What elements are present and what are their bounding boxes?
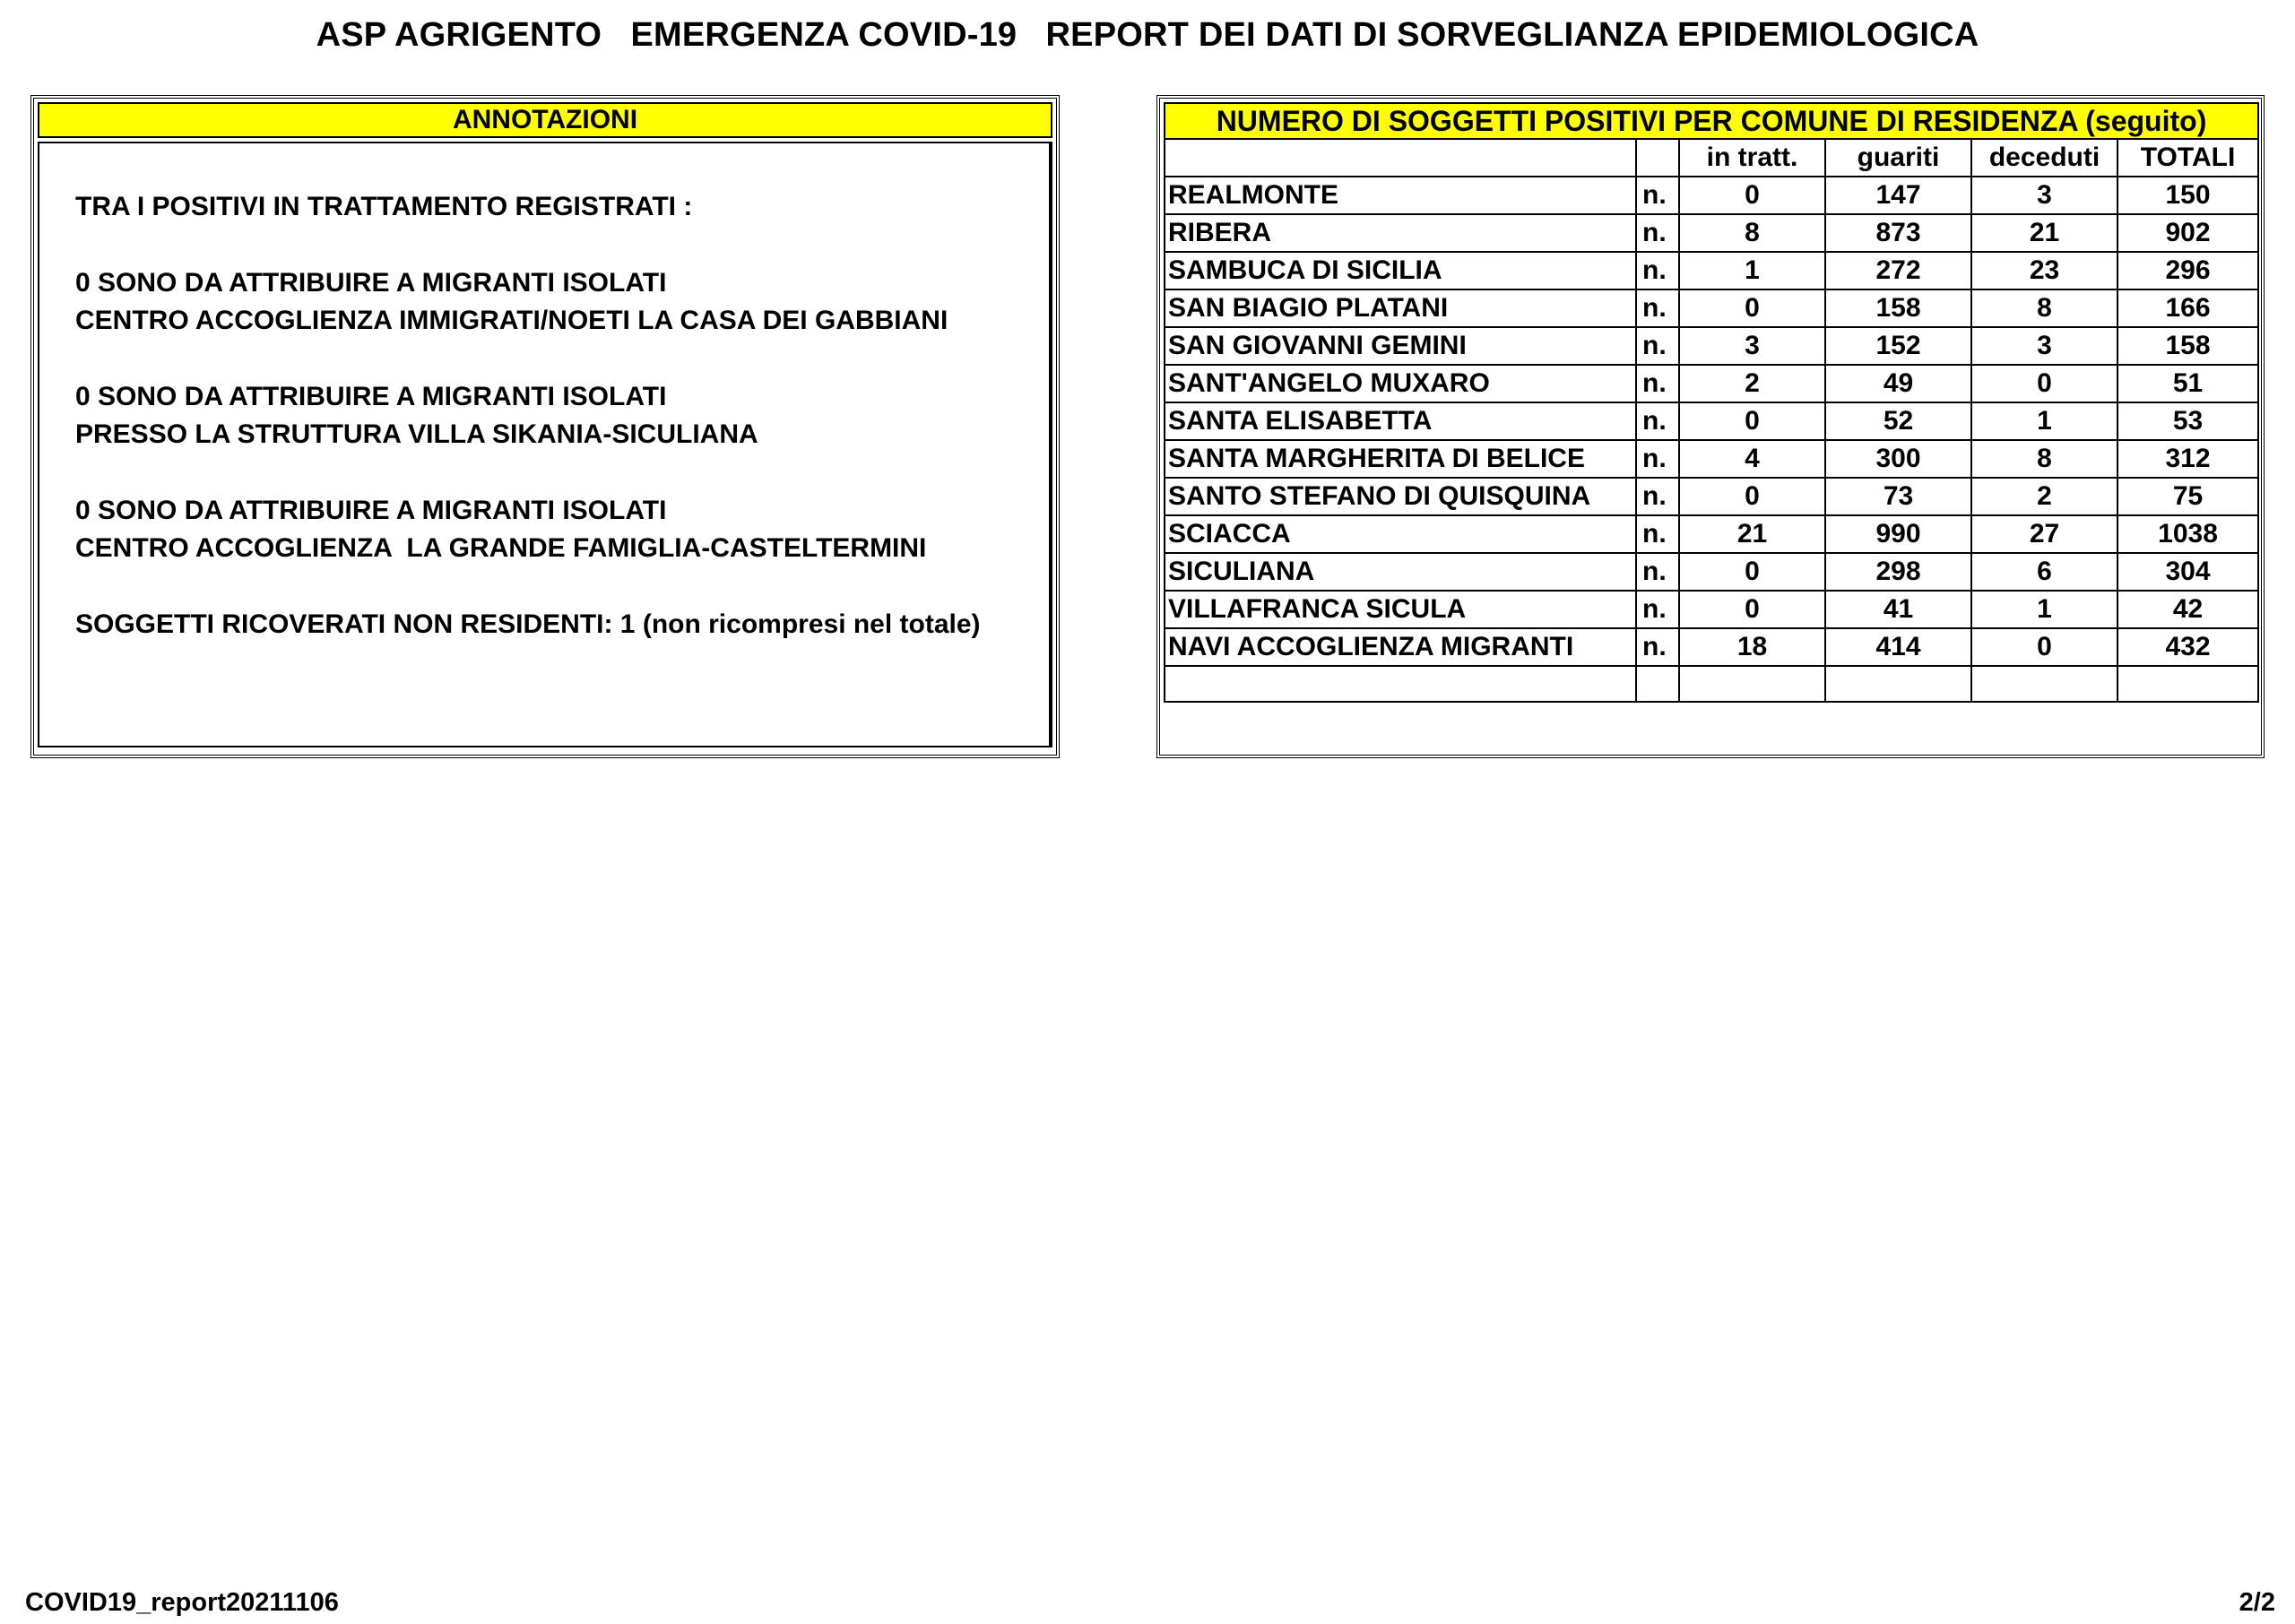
comune-cell: RIBERA [1165, 214, 1636, 252]
annotations-heading: ANNOTAZIONI [38, 102, 1052, 138]
annotations-panel [30, 95, 1060, 758]
totali-cell: 166 [2117, 289, 2258, 327]
table-row [1165, 252, 2258, 289]
table-row [1165, 553, 2258, 591]
in-tratt-cell: 0 [1679, 591, 1825, 628]
footer-page-number: 2/2 [2239, 1588, 2275, 1617]
unit-cell: n. [1636, 214, 1679, 252]
deceduti-cell: 8 [1971, 440, 2117, 478]
comune-cell: SAN BIAGIO PLATANI [1165, 289, 1636, 327]
comune-cell: SANTA ELISABETTA [1165, 402, 1636, 440]
comune-cell: VILLAFRANCA SICULA [1165, 591, 1636, 628]
table-row [1165, 327, 2258, 365]
guariti-cell: 73 [1825, 478, 1971, 515]
totali-cell: 304 [2117, 553, 2258, 591]
guariti-cell: 298 [1825, 553, 1971, 591]
unit-cell: n. [1636, 289, 1679, 327]
comune-cell: SANT'ANGELO MUXARO [1165, 365, 1636, 402]
guariti-cell: 41 [1825, 591, 1971, 628]
deceduti-cell: 3 [1971, 177, 2117, 214]
in-tratt-cell: 0 [1679, 402, 1825, 440]
comune-cell: SANTO STEFANO DI QUISQUINA [1165, 478, 1636, 515]
table-row [1165, 591, 2258, 628]
annotation-line: CENTRO ACCOGLIENZA IMMIGRATI/NOETI LA CASA DEI GABBIANI [75, 306, 948, 335]
footer-filename: COVID19_report20211106 [25, 1588, 339, 1617]
comune-cell: SAN GIOVANNI GEMINI [1165, 327, 1636, 365]
annotation-spacer [75, 567, 1049, 606]
guariti-cell: 49 [1825, 365, 1971, 402]
in-tratt-cell: 18 [1679, 628, 1825, 666]
deceduti-cell: 0 [1971, 365, 2117, 402]
empty-cell [2117, 666, 2258, 702]
totali-cell: 51 [2117, 365, 2258, 402]
in-tratt-cell: 21 [1679, 515, 1825, 553]
guariti-cell: 147 [1825, 177, 1971, 214]
table-row [1165, 402, 2258, 440]
annotations-body [38, 142, 1052, 747]
unit-cell: n. [1636, 327, 1679, 365]
empty-cell [1825, 666, 1971, 702]
table-row-empty [1165, 666, 2258, 702]
table-row [1165, 365, 2258, 402]
annotation-line: 0 SONO DA ATTRIBUIRE A MIGRANTI ISOLATI [75, 496, 667, 525]
guariti-cell: 272 [1825, 252, 1971, 289]
comune-cell: SICULIANA [1165, 553, 1636, 591]
in-tratt-cell: 8 [1679, 214, 1825, 252]
comune-cell: SCIACCA [1165, 515, 1636, 553]
column-header-guariti: guariti [1825, 139, 1971, 177]
comune-cell: SAMBUCA DI SICILIA [1165, 252, 1636, 289]
deceduti-cell: 1 [1971, 591, 2117, 628]
unit-cell: n. [1636, 440, 1679, 478]
table-row [1165, 515, 2258, 553]
in-tratt-cell: 4 [1679, 440, 1825, 478]
unit-cell: n. [1636, 553, 1679, 591]
table-row [1165, 214, 2258, 252]
deceduti-cell: 8 [1971, 289, 2117, 327]
in-tratt-cell: 1 [1679, 252, 1825, 289]
table-body [1165, 177, 2258, 702]
totali-cell: 902 [2117, 214, 2258, 252]
annotation-line: 0 SONO DA ATTRIBUIRE A MIGRANTI ISOLATI [75, 382, 667, 411]
unit-cell: n. [1636, 252, 1679, 289]
table-row [1165, 478, 2258, 515]
deceduti-cell: 27 [1971, 515, 2117, 553]
unit-cell: n. [1636, 365, 1679, 402]
in-tratt-cell: 0 [1679, 478, 1825, 515]
deceduti-cell: 23 [1971, 252, 2117, 289]
comune-cell: NAVI ACCOGLIENZA MIGRANTI [1165, 628, 1636, 666]
deceduti-cell: 3 [1971, 327, 2117, 365]
empty-cell [1971, 666, 2117, 702]
deceduti-cell: 1 [1971, 402, 2117, 440]
totali-cell: 53 [2117, 402, 2258, 440]
table-row [1165, 177, 2258, 214]
table-row [1165, 440, 2258, 478]
guariti-cell: 873 [1825, 214, 1971, 252]
unit-cell: n. [1636, 628, 1679, 666]
unit-cell: n. [1636, 515, 1679, 553]
unit-cell: n. [1636, 177, 1679, 214]
annotation-line: SOGGETTI RICOVERATI NON RESIDENTI: 1 (non ricompresi nel totale) [75, 609, 981, 639]
guariti-cell: 152 [1825, 327, 1971, 365]
unit-cell: n. [1636, 478, 1679, 515]
totali-cell: 312 [2117, 440, 2258, 478]
table-row [1165, 628, 2258, 666]
cases-table-panel [1156, 95, 2265, 758]
guariti-cell: 300 [1825, 440, 1971, 478]
totali-cell: 158 [2117, 327, 2258, 365]
in-tratt-cell: 0 [1679, 177, 1825, 214]
annotation-spacer [75, 226, 1049, 264]
annotation-line: CENTRO ACCOGLIENZA LA GRANDE FAMIGLIA-CASTELTERMINI [75, 533, 927, 563]
guariti-cell: 990 [1825, 515, 1971, 553]
empty-cell [1636, 666, 1679, 702]
totali-cell: 150 [2117, 177, 2258, 214]
in-tratt-cell: 0 [1679, 553, 1825, 591]
empty-cell [1679, 666, 1825, 702]
unit-cell: n. [1636, 402, 1679, 440]
totali-cell: 432 [2117, 628, 2258, 666]
totali-cell: 75 [2117, 478, 2258, 515]
annotation-spacer [75, 340, 1049, 378]
deceduti-cell: 6 [1971, 553, 2117, 591]
annotation-line: 0 SONO DA ATTRIBUIRE A MIGRANTI ISOLATI [75, 268, 667, 298]
guariti-cell: 414 [1825, 628, 1971, 666]
in-tratt-cell: 0 [1679, 289, 1825, 327]
annotation-line: PRESSO LA STRUTTURA VILLA SIKANIA-SICULIANA [75, 419, 758, 449]
table-row [1165, 289, 2258, 327]
guariti-cell: 52 [1825, 402, 1971, 440]
deceduti-cell: 2 [1971, 478, 2117, 515]
cases-table [1164, 102, 2259, 703]
in-tratt-cell: 2 [1679, 365, 1825, 402]
deceduti-cell: 21 [1971, 214, 2117, 252]
totali-cell: 42 [2117, 591, 2258, 628]
totali-cell: 1038 [2117, 515, 2258, 553]
guariti-cell: 158 [1825, 289, 1971, 327]
totali-cell: 296 [2117, 252, 2258, 289]
column-header-unit [1636, 139, 1679, 177]
in-tratt-cell: 3 [1679, 327, 1825, 365]
empty-cell [1165, 666, 1636, 702]
comune-cell: SANTA MARGHERITA DI BELICE [1165, 440, 1636, 478]
column-header-in-tratt: in tratt. [1679, 139, 1825, 177]
annotation-spacer [75, 454, 1049, 492]
column-header-totali: TOTALI [2117, 139, 2258, 177]
column-header-comune [1165, 139, 1636, 177]
annotation-line: TRA I POSITIVI IN TRATTAMENTO REGISTRATI : [75, 192, 693, 221]
column-header-deceduti: deceduti [1971, 139, 2117, 177]
unit-cell: n. [1636, 591, 1679, 628]
comune-cell: REALMONTE [1165, 177, 1636, 214]
page-title: ASP AGRIGENTO EMERGENZA COVID-19 REPORT DEI DATI DI SORVEGLIANZA EPIDEMIOLOGICA [316, 16, 1979, 54]
deceduti-cell: 0 [1971, 628, 2117, 666]
table-title: NUMERO DI SOGGETTI POSITIVI PER COMUNE DI RESIDENZA (seguito) [1165, 103, 2258, 139]
